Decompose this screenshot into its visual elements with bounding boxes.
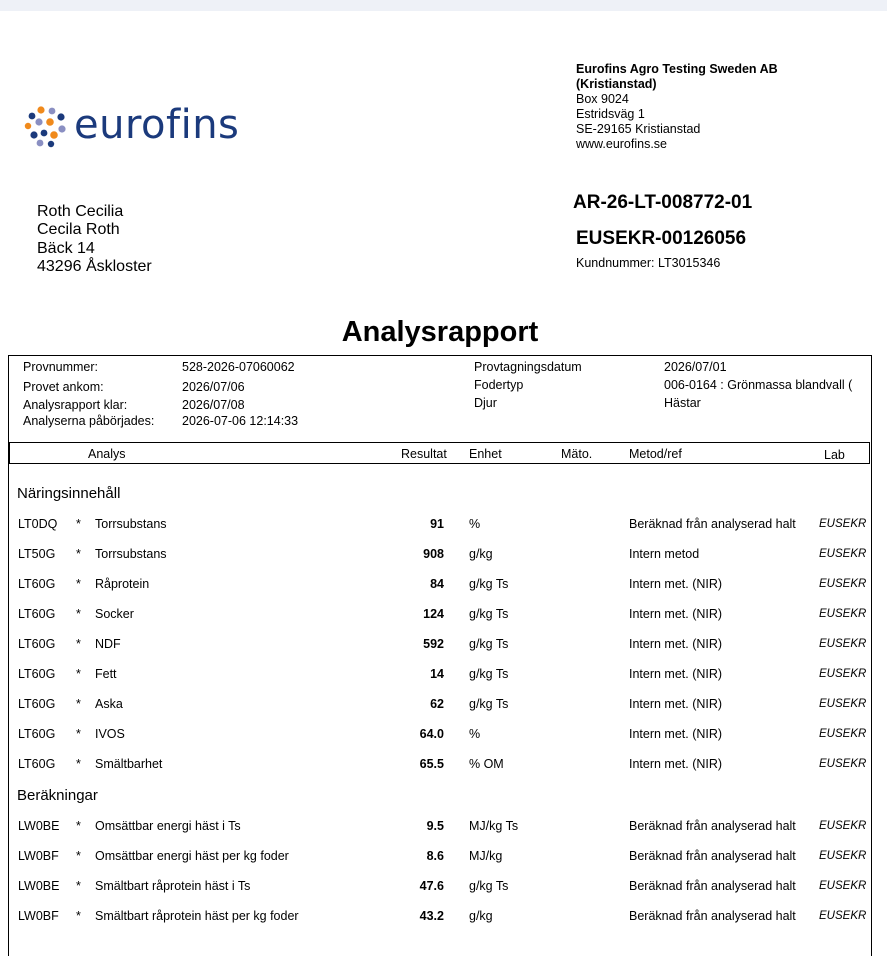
result-value: 9.5 <box>426 819 444 833</box>
result-value: 908 <box>423 547 444 561</box>
analysis-code: LW0BF <box>18 909 59 923</box>
table-row <box>0 757 887 773</box>
lab-code: EUSEKR <box>819 728 867 740</box>
header-resultat: Resultat <box>401 447 447 461</box>
method: Beräknad från analyserad halt <box>629 819 796 833</box>
info-value: 2026-07-06 12:14:33 <box>182 414 299 428</box>
unit: % OM <box>469 757 504 771</box>
table-row <box>0 909 887 925</box>
accredited-marker: * <box>76 879 81 893</box>
recipient-line: Bäck 14 <box>37 239 95 257</box>
analysis-code: LT60G <box>18 637 56 651</box>
accredited-marker: * <box>76 607 81 621</box>
method: Intern met. (NIR) <box>629 637 723 651</box>
unit: g/kg Ts <box>469 697 509 711</box>
section-title: Beräkningar <box>17 787 98 804</box>
unit: g/kg Ts <box>469 607 509 621</box>
lab-code: EUSEKR <box>819 578 867 590</box>
report-title: Analysrapport <box>341 316 539 348</box>
unit: MJ/kg <box>469 849 503 863</box>
recipient-line: Roth Cecilia <box>37 203 124 220</box>
analysis-code: LW0BE <box>18 819 60 833</box>
unit: g/kg Ts <box>469 637 509 651</box>
method: Beräknad från analyserad halt <box>629 909 796 923</box>
analysis-code: LT60G <box>18 667 56 681</box>
method: Intern met. (NIR) <box>629 727 723 741</box>
analysis-code: LT60G <box>18 607 56 621</box>
lab-code: EUSEKR <box>819 698 867 710</box>
result-value: 84 <box>430 577 444 591</box>
company-location: (Kristianstad) <box>576 77 657 91</box>
top-bar <box>0 0 887 11</box>
lab-code: EUSEKR <box>819 638 867 650</box>
company-name: Eurofins Agro Testing Sweden AB <box>576 62 778 76</box>
info-label: Provet ankom: <box>23 380 104 394</box>
result-value: 43.2 <box>419 909 444 923</box>
info-value: 528-2026-07060062 <box>182 360 295 374</box>
analysis-name: Smältbart råprotein häst per kg foder <box>95 909 299 923</box>
analysis-name: Fett <box>95 667 117 681</box>
unit: g/kg Ts <box>469 577 509 591</box>
info-label: Fodertyp <box>474 378 524 392</box>
info-value: 2026/07/06 <box>182 380 245 394</box>
info-label: Provtagningsdatum <box>474 360 582 374</box>
analysis-name: Omsättbar energi häst per kg foder <box>95 849 289 863</box>
result-value: 64.0 <box>419 727 444 741</box>
method: Intern met. (NIR) <box>629 607 723 621</box>
table-row <box>0 667 887 683</box>
table-row <box>0 607 887 623</box>
unit: g/kg Ts <box>469 879 509 893</box>
accredited-marker: * <box>76 517 81 531</box>
analysis-code: LT60G <box>18 727 56 741</box>
recipient-address <box>37 203 152 276</box>
analysis-name: NDF <box>95 637 121 651</box>
method: Intern met. (NIR) <box>629 757 723 771</box>
company-address-line: SE-29165 Kristianstad <box>576 122 701 136</box>
analysis-code: LT60G <box>18 577 56 591</box>
company-address <box>576 62 778 152</box>
unit: g/kg <box>469 547 493 561</box>
analysis-name: Torrsubstans <box>95 547 167 561</box>
lab-code: EUSEKR <box>819 518 867 530</box>
lab-code: EUSEKR <box>819 608 867 620</box>
info-label: Provnummer: <box>23 360 99 374</box>
table-row <box>0 727 887 743</box>
table-row <box>0 879 887 895</box>
company-address-line: Estridsväg 1 <box>576 107 645 121</box>
analysis-name: Smältbart råprotein häst i Ts <box>95 879 251 893</box>
accredited-marker: * <box>76 849 81 863</box>
header-enhet: Enhet <box>469 447 502 461</box>
client-reference: EUSEKR-00126056 <box>576 228 747 249</box>
result-value: 62 <box>430 697 444 711</box>
company-address-line: Box 9024 <box>576 92 629 106</box>
method: Intern met. (NIR) <box>629 577 723 591</box>
method: Beräknad från analyserad halt <box>629 849 796 863</box>
lab-code: EUSEKR <box>819 850 867 862</box>
analysis-name: IVOS <box>95 727 125 741</box>
unit: g/kg Ts <box>469 667 509 681</box>
analysis-name: Aska <box>95 697 123 711</box>
lab-code: EUSEKR <box>819 880 867 892</box>
result-value: 65.5 <box>419 757 444 771</box>
table-row <box>0 849 887 865</box>
eurofins-dots-icon <box>24 104 68 148</box>
accredited-marker: * <box>76 819 81 833</box>
accredited-marker: * <box>76 727 81 741</box>
analysis-code: LW0BF <box>18 849 59 863</box>
company-website[interactable]: www.eurofins.se <box>576 137 668 151</box>
analysis-code: LT50G <box>18 547 56 561</box>
accredited-marker: * <box>76 637 81 651</box>
table-row <box>0 577 887 593</box>
info-value: 006-0164 : Grönmassa blandvall ( <box>664 378 853 392</box>
info-value: 2026/07/08 <box>182 398 245 412</box>
info-value: 2026/07/01 <box>664 360 727 374</box>
info-label: Analyserna påbörjades: <box>23 414 155 428</box>
header-analys: Analys <box>88 447 126 461</box>
method: Beräknad från analyserad halt <box>629 517 796 531</box>
customer-number: Kundnummer: LT3015346 <box>576 256 721 270</box>
lab-code: EUSEKR <box>819 668 867 680</box>
accredited-marker: * <box>76 757 81 771</box>
unit: % <box>469 517 481 531</box>
recipient-line: Cecila Roth <box>37 221 120 239</box>
method: Intern met. (NIR) <box>629 667 723 681</box>
info-value: Hästar <box>664 396 701 410</box>
result-value: 124 <box>423 607 444 621</box>
result-value: 8.6 <box>426 849 444 863</box>
analysis-name: Omsättbar energi häst i Ts <box>95 819 241 833</box>
analysis-code: LT0DQ <box>18 517 58 531</box>
table-row <box>0 637 887 653</box>
info-label: Djur <box>474 396 497 410</box>
accredited-marker: * <box>76 909 81 923</box>
info-label: Analysrapport klar: <box>23 398 128 412</box>
result-value: 47.6 <box>419 879 444 893</box>
analysis-name: Råprotein <box>95 577 150 591</box>
table-row <box>0 819 887 835</box>
table-row <box>0 697 887 713</box>
recipient-line: 43296 Åskloster <box>37 257 152 275</box>
analysis-name: Socker <box>95 607 134 621</box>
method: Intern met. (NIR) <box>629 697 723 711</box>
header-metod: Metod/ref <box>629 447 682 461</box>
result-value: 14 <box>430 667 444 681</box>
method: Beräknad från analyserad halt <box>629 879 796 893</box>
report-reference: AR-26-LT-008772-01 <box>573 192 753 213</box>
logo-text: eurofins <box>74 102 240 148</box>
lab-code: EUSEKR <box>819 910 867 922</box>
lab-code: EUSEKR <box>819 548 867 560</box>
unit: g/kg <box>469 909 493 923</box>
result-value: 592 <box>423 637 444 651</box>
analysis-name: Smältbarhet <box>95 757 163 771</box>
analysis-name: Torrsubstans <box>95 517 167 531</box>
analysis-code: LW0BE <box>18 879 60 893</box>
lab-code: EUSEKR <box>819 820 867 832</box>
analysis-code: LT60G <box>18 757 56 771</box>
table-row <box>0 547 887 563</box>
accredited-marker: * <box>76 577 81 591</box>
section-title: Näringsinnehåll <box>17 485 121 502</box>
header-lab: Lab <box>824 448 845 462</box>
unit: MJ/kg Ts <box>469 819 519 833</box>
method: Intern metod <box>629 547 700 561</box>
accredited-marker: * <box>76 667 81 681</box>
header-mato: Mäto. <box>561 447 593 461</box>
table-row <box>0 517 887 533</box>
lab-code: EUSEKR <box>819 758 867 770</box>
accredited-marker: * <box>76 547 81 561</box>
accredited-marker: * <box>76 697 81 711</box>
analysis-code: LT60G <box>18 697 56 711</box>
result-value: 91 <box>430 517 444 531</box>
unit: % <box>469 727 481 741</box>
